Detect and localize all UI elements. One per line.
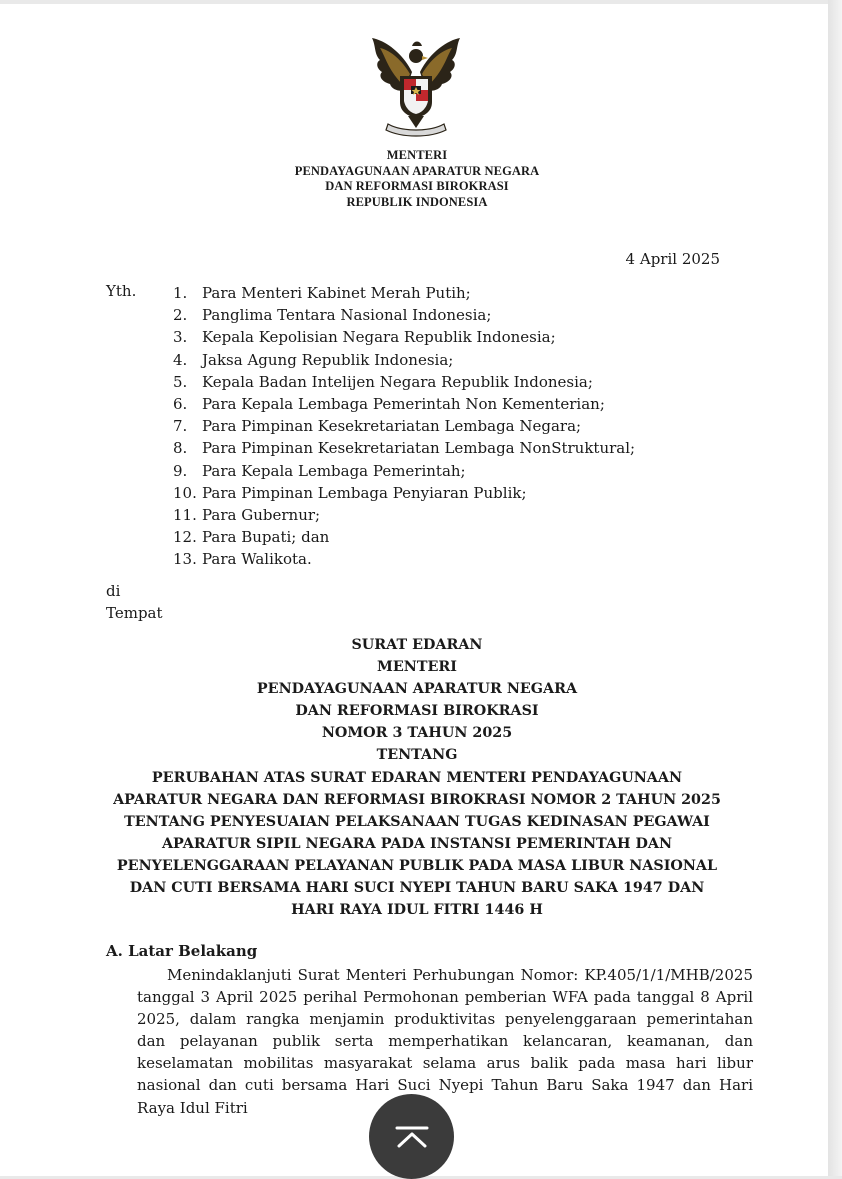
garuda-emblem-icon <box>362 32 470 140</box>
section-heading: A. Latar Belakang <box>106 942 258 960</box>
title-line: APARATUR SIPIL NEGARA PADA INSTANSI PEMERINTAH DAN <box>161 835 673 852</box>
title-line: SURAT EDARAN <box>351 637 483 653</box>
list-text: Panglima Tentara Nasional Indonesia; <box>202 306 492 325</box>
title-line: MENTERI <box>377 659 457 676</box>
list-item <box>173 326 635 348</box>
list-number: 9. <box>173 461 188 480</box>
list-number: 4. <box>173 350 188 369</box>
title-line: HARI RAYA IDUL FITRI 1446 H <box>291 902 543 919</box>
title-line: PERUBAHAN ATAS SURAT EDARAN MENTERI PENDAYAGUNAAN <box>151 769 683 786</box>
list-text: Para Pimpinan Lembaga Penyiaran Publik; <box>202 483 527 502</box>
list-number: 2. <box>173 306 188 325</box>
list-number: 7. <box>173 417 188 436</box>
list-item <box>173 504 635 526</box>
place-tempat: Tempat <box>106 604 163 622</box>
list-item <box>173 526 635 548</box>
list-text: Para Kepala Lembaga Pemerintah Non Kementerian; <box>202 395 605 414</box>
addressee-place <box>106 580 163 624</box>
list-item <box>173 371 635 393</box>
list-number: 1. <box>173 284 188 302</box>
ministry-line: MENTERI <box>386 148 448 162</box>
list-text: Kepala Kepolisian Negara Republik Indonesia; <box>202 328 556 347</box>
title-line: TENTANG <box>376 747 458 764</box>
document-title <box>0 634 834 921</box>
list-item <box>173 415 635 437</box>
letter-date: 4 April 2025 <box>625 250 720 268</box>
ministry-line: REPUBLIK INDONESIA <box>346 194 488 209</box>
ministry-line: PENDAYAGUNAAN APARATUR NEGARA <box>294 163 540 178</box>
list-item <box>173 482 635 504</box>
list-text: Para Kepala Lembaga Pemerintah; <box>202 461 466 480</box>
list-text: Para Pimpinan Kesekretariatan Lembaga NonStruktural; <box>202 439 636 458</box>
place-di: di <box>106 582 121 600</box>
list-item <box>173 349 635 371</box>
addressee-prefix: Yth. <box>106 282 137 300</box>
list-text: Para Pimpinan Kesekretariatan Lembaga Negara; <box>202 417 582 436</box>
title-line: TENTANG PENYESUAIAN PELAKSANAAN TUGAS KEDINASAN PEGAWAI <box>124 813 710 830</box>
list-text: Para Walikota. <box>202 550 312 569</box>
chevron-up-icon <box>395 1125 429 1149</box>
list-number: 10. <box>173 483 197 502</box>
list-item <box>173 548 635 570</box>
list-text: Jaksa Agung Republik Indonesia; <box>202 350 454 369</box>
title-line: PENDAYAGUNAAN APARATUR NEGARA <box>256 681 578 698</box>
document-page <box>0 4 828 1176</box>
recipient-list <box>173 282 635 571</box>
list-item <box>173 282 635 304</box>
title-line: NOMOR 3 TAHUN 2025 <box>321 725 513 742</box>
title-line: PENYELENGGARAAN PELAYANAN PUBLIK PADA MASA LIBUR NASIONAL <box>116 857 718 874</box>
list-number: 8. <box>173 439 188 458</box>
body-paragraph: Menindaklanjuti Surat Menteri Perhubungan Nomor: KP.405/1/1/MHB/2025 tanggal 3 April 2025 perihal Permohonan pemberian WFA pada tanggal 8 April 2025, dalam rangka menjamin produktivitas penyelenggaraan pemerintahan dan pelayanan publik serta memperhatikan kelancaran, keamanan, dan keselamatan mobilitas masyarakat selama arus balik pada masa hari libur nasional dan cuti bersama Hari Suci Nyepi Tahun Baru Saka 1947 dan Hari Raya Idul Fitri <box>137 966 753 1117</box>
ministry-line: DAN REFORMASI BIROKRASI <box>325 179 509 194</box>
list-item <box>173 437 635 459</box>
list-text: Para Menteri Kabinet Merah Putih; <box>202 284 471 302</box>
list-item <box>173 460 635 482</box>
list-number: 3. <box>173 328 188 347</box>
list-item <box>173 304 635 326</box>
list-number: 11. <box>173 506 197 525</box>
list-text: Para Bupati; dan <box>202 528 330 547</box>
list-number: 12. <box>173 528 197 547</box>
ministry-heading <box>0 148 834 210</box>
list-number: 6. <box>173 395 188 414</box>
title-line: APARATUR NEGARA DAN REFORMASI BIROKRASI NOMOR 2 TAHUN 2025 <box>113 791 721 808</box>
list-text: Kepala Badan Intelijen Negara Republik Indonesia; <box>202 372 593 391</box>
list-number: 5. <box>173 372 188 391</box>
list-text: Para Gubernur; <box>202 506 321 525</box>
list-item <box>173 393 635 415</box>
scroll-to-top-button[interactable] <box>369 1094 454 1179</box>
title-line: DAN CUTI BERSAMA HARI SUCI NYEPI TAHUN BARU SAKA 1947 DAN <box>129 880 705 897</box>
title-line: DAN REFORMASI BIROKRASI <box>295 703 539 720</box>
page-edge <box>828 0 842 1176</box>
list-number: 13. <box>173 550 197 569</box>
